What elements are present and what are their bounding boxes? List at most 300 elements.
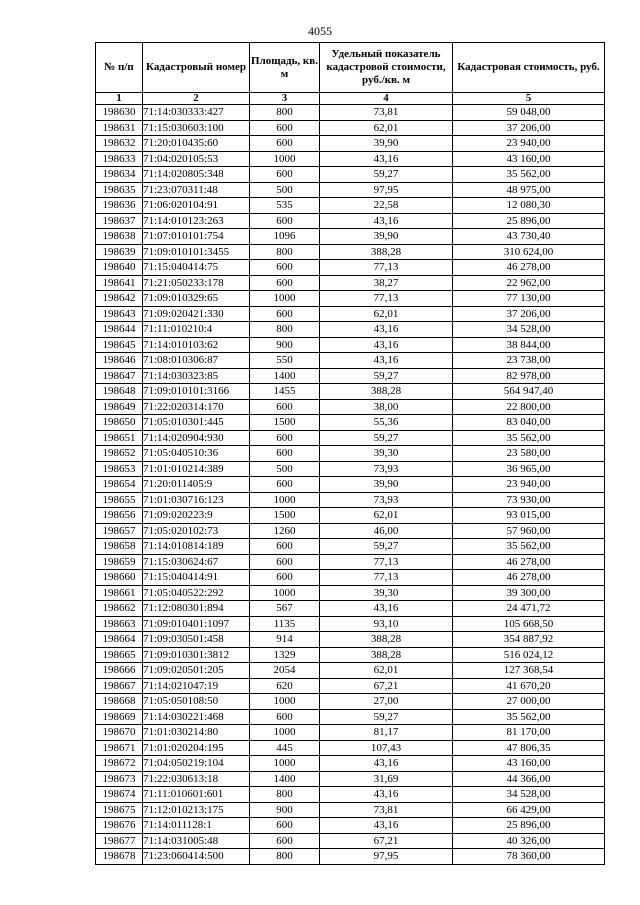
cadastral-number: 71:05:010301:445 (143, 415, 250, 431)
row-index: 198677 (96, 833, 143, 849)
unit-value: 43,16 (320, 756, 453, 772)
row-index: 198672 (96, 756, 143, 772)
cadastral-cost: 354 887,92 (453, 632, 605, 648)
table-row (96, 570, 605, 586)
table-row (96, 120, 605, 136)
row-index: 198630 (96, 105, 143, 121)
table-row (96, 802, 605, 818)
row-index: 198663 (96, 616, 143, 632)
table-row (96, 849, 605, 865)
unit-value: 38,00 (320, 399, 453, 415)
cadastral-cost: 35 562,00 (453, 430, 605, 446)
row-index: 198676 (96, 818, 143, 834)
cadastral-number: 71:14:030323:85 (143, 368, 250, 384)
table-row (96, 508, 605, 524)
table-row (96, 446, 605, 462)
unit-value: 59,27 (320, 368, 453, 384)
area: 620 (250, 678, 320, 694)
cadastral-number: 71:14:030221:468 (143, 709, 250, 725)
cadastral-cost: 44 366,00 (453, 771, 605, 787)
unit-value: 43,16 (320, 601, 453, 617)
unit-value: 46,00 (320, 523, 453, 539)
area: 500 (250, 182, 320, 198)
cadastral-cost: 38 844,00 (453, 337, 605, 353)
area: 1500 (250, 415, 320, 431)
unit-value: 73,93 (320, 461, 453, 477)
table-row (96, 709, 605, 725)
area: 1400 (250, 368, 320, 384)
header-index: № п/п (96, 43, 143, 93)
column-number: 3 (250, 93, 320, 105)
cadastral-number: 71:22:020314:170 (143, 399, 250, 415)
column-number: 1 (96, 93, 143, 105)
cadastral-number: 71:14:031005:48 (143, 833, 250, 849)
cadastral-cost: 310 624,00 (453, 244, 605, 260)
area: 600 (250, 709, 320, 725)
row-index: 198646 (96, 353, 143, 369)
row-index: 198635 (96, 182, 143, 198)
area: 535 (250, 198, 320, 214)
table-row (96, 523, 605, 539)
unit-value: 107,43 (320, 740, 453, 756)
row-index: 198641 (96, 275, 143, 291)
cadastral-number: 71:01:010214:389 (143, 461, 250, 477)
unit-value: 62,01 (320, 663, 453, 679)
row-index: 198665 (96, 647, 143, 663)
area: 1000 (250, 151, 320, 167)
table-row (96, 368, 605, 384)
unit-value: 55,36 (320, 415, 453, 431)
row-index: 198660 (96, 570, 143, 586)
cadastral-cost: 35 562,00 (453, 167, 605, 183)
area: 800 (250, 244, 320, 260)
cadastral-number: 71:07:010101:754 (143, 229, 250, 245)
table-row (96, 322, 605, 338)
table-row (96, 477, 605, 493)
table-row (96, 585, 605, 601)
cadastral-cost: 23 738,00 (453, 353, 605, 369)
area: 600 (250, 213, 320, 229)
cadastral-number: 71:12:080301:894 (143, 601, 250, 617)
unit-value: 38,27 (320, 275, 453, 291)
column-number: 4 (320, 93, 453, 105)
cadastral-number: 71:01:020204:195 (143, 740, 250, 756)
area: 914 (250, 632, 320, 648)
area: 1329 (250, 647, 320, 663)
area: 1000 (250, 725, 320, 741)
unit-value: 77,13 (320, 260, 453, 276)
table-row (96, 136, 605, 152)
unit-value: 73,81 (320, 105, 453, 121)
column-number: 2 (143, 93, 250, 105)
table-row (96, 554, 605, 570)
row-index: 198655 (96, 492, 143, 508)
unit-value: 43,16 (320, 353, 453, 369)
row-index: 198632 (96, 136, 143, 152)
unit-value: 388,28 (320, 384, 453, 400)
unit-value: 388,28 (320, 244, 453, 260)
cadastral-cost: 27 000,00 (453, 694, 605, 710)
cadastral-cost: 73 930,00 (453, 492, 605, 508)
row-index: 198633 (96, 151, 143, 167)
unit-value: 43,16 (320, 818, 453, 834)
cadastral-cost: 25 896,00 (453, 213, 605, 229)
table-row (96, 306, 605, 322)
header-area: Площадь, кв. м (250, 43, 320, 93)
cadastral-cost: 46 278,00 (453, 260, 605, 276)
cadastral-number: 71:09:020421:330 (143, 306, 250, 322)
table-row (96, 461, 605, 477)
table-row (96, 260, 605, 276)
row-index: 198645 (96, 337, 143, 353)
unit-value: 31,69 (320, 771, 453, 787)
area: 800 (250, 322, 320, 338)
cadastral-cost: 77 130,00 (453, 291, 605, 307)
cadastral-number: 71:01:030214:80 (143, 725, 250, 741)
area: 600 (250, 136, 320, 152)
unit-value: 77,13 (320, 291, 453, 307)
unit-value: 73,81 (320, 802, 453, 818)
cadastral-number: 71:14:010123:263 (143, 213, 250, 229)
cadastral-number: 71:21:050233:178 (143, 275, 250, 291)
area: 550 (250, 353, 320, 369)
area: 600 (250, 539, 320, 555)
table-row (96, 291, 605, 307)
row-index: 198666 (96, 663, 143, 679)
row-index: 198650 (96, 415, 143, 431)
table-row (96, 244, 605, 260)
cadastral-cost: 516 024,12 (453, 647, 605, 663)
row-index: 198667 (96, 678, 143, 694)
unit-value: 73,93 (320, 492, 453, 508)
area: 600 (250, 120, 320, 136)
table-body (96, 105, 605, 865)
area: 1455 (250, 384, 320, 400)
cadastral-number: 71:23:060414:500 (143, 849, 250, 865)
table-row (96, 105, 605, 121)
cadastral-number: 71:08:010306:87 (143, 353, 250, 369)
row-index: 198671 (96, 740, 143, 756)
unit-value: 388,28 (320, 632, 453, 648)
cadastral-cost: 23 580,00 (453, 446, 605, 462)
cadastral-cost: 22 962,00 (453, 275, 605, 291)
table-row (96, 337, 605, 353)
cadastral-number: 71:05:040522:292 (143, 585, 250, 601)
table-row (96, 399, 605, 415)
cadastral-table (95, 42, 605, 865)
table-row (96, 632, 605, 648)
cadastral-cost: 564 947,40 (453, 384, 605, 400)
row-index: 198653 (96, 461, 143, 477)
table-row (96, 384, 605, 400)
table-row (96, 678, 605, 694)
cadastral-number: 71:09:010401:1097 (143, 616, 250, 632)
cadastral-number: 71:15:040414:91 (143, 570, 250, 586)
unit-value: 59,27 (320, 539, 453, 555)
area: 600 (250, 477, 320, 493)
cadastral-number: 71:09:010101:3166 (143, 384, 250, 400)
row-index: 198664 (96, 632, 143, 648)
row-index: 198639 (96, 244, 143, 260)
cadastral-number: 71:11:010601:601 (143, 787, 250, 803)
cadastral-cost: 39 300,00 (453, 585, 605, 601)
row-index: 198643 (96, 306, 143, 322)
area: 800 (250, 105, 320, 121)
row-index: 198669 (96, 709, 143, 725)
row-index: 198656 (96, 508, 143, 524)
cadastral-number: 71:09:020501:205 (143, 663, 250, 679)
area: 600 (250, 570, 320, 586)
cadastral-cost: 57 960,00 (453, 523, 605, 539)
unit-value: 62,01 (320, 306, 453, 322)
cadastral-number: 71:11:010210:4 (143, 322, 250, 338)
row-index: 198670 (96, 725, 143, 741)
cadastral-number: 71:20:010435:60 (143, 136, 250, 152)
row-index: 198642 (96, 291, 143, 307)
area: 600 (250, 306, 320, 322)
unit-value: 39,30 (320, 446, 453, 462)
row-index: 198674 (96, 787, 143, 803)
row-index: 198659 (96, 554, 143, 570)
area: 1400 (250, 771, 320, 787)
unit-value: 77,13 (320, 554, 453, 570)
area: 600 (250, 275, 320, 291)
area: 1000 (250, 585, 320, 601)
header-cadastral-cost: Кадастровая стоимость, руб. (453, 43, 605, 93)
area: 1000 (250, 291, 320, 307)
cadastral-number: 71:14:021047:19 (143, 678, 250, 694)
cadastral-cost: 12 080,30 (453, 198, 605, 214)
cadastral-number: 71:09:030501:458 (143, 632, 250, 648)
cadastral-cost: 59 048,00 (453, 105, 605, 121)
area: 600 (250, 430, 320, 446)
cadastral-cost: 43 730,40 (453, 229, 605, 245)
cadastral-cost: 37 206,00 (453, 120, 605, 136)
cadastral-cost: 23 940,00 (453, 477, 605, 493)
table-row (96, 167, 605, 183)
cadastral-number: 71:09:010101:3455 (143, 244, 250, 260)
cadastral-cost: 78 360,00 (453, 849, 605, 865)
cadastral-number: 71:01:030716:123 (143, 492, 250, 508)
area: 1135 (250, 616, 320, 632)
table-row (96, 787, 605, 803)
area: 1500 (250, 508, 320, 524)
unit-value: 43,16 (320, 151, 453, 167)
unit-value: 22,58 (320, 198, 453, 214)
row-index: 198652 (96, 446, 143, 462)
area: 1260 (250, 523, 320, 539)
row-index: 198662 (96, 601, 143, 617)
unit-value: 43,16 (320, 787, 453, 803)
cadastral-cost: 41 670,20 (453, 678, 605, 694)
cadastral-number: 71:14:011128:1 (143, 818, 250, 834)
cadastral-number: 71:14:030333:427 (143, 105, 250, 121)
area: 1000 (250, 756, 320, 772)
unit-value: 39,90 (320, 136, 453, 152)
page-number: 4055 (308, 24, 332, 38)
row-index: 198649 (96, 399, 143, 415)
cadastral-number: 71:09:010329:65 (143, 291, 250, 307)
unit-value: 388,28 (320, 647, 453, 663)
unit-value: 43,16 (320, 213, 453, 229)
cadastral-cost: 25 896,00 (453, 818, 605, 834)
unit-value: 39,90 (320, 477, 453, 493)
table-row (96, 771, 605, 787)
unit-value: 67,21 (320, 678, 453, 694)
table-row (96, 818, 605, 834)
cadastral-cost: 66 429,00 (453, 802, 605, 818)
cadastral-cost: 127 368,54 (453, 663, 605, 679)
cadastral-number: 71:09:010301:3812 (143, 647, 250, 663)
area: 567 (250, 601, 320, 617)
area: 600 (250, 399, 320, 415)
table-row (96, 229, 605, 245)
table-row (96, 756, 605, 772)
cadastral-number: 71:15:040414:75 (143, 260, 250, 276)
cadastral-cost: 82 978,00 (453, 368, 605, 384)
cadastral-number: 71:23:070311:48 (143, 182, 250, 198)
unit-value: 67,21 (320, 833, 453, 849)
cadastral-number: 71:15:030603:100 (143, 120, 250, 136)
cadastral-cost: 43 160,00 (453, 151, 605, 167)
unit-value: 43,16 (320, 322, 453, 338)
row-index: 198638 (96, 229, 143, 245)
area: 600 (250, 833, 320, 849)
cadastral-number: 71:15:030624:67 (143, 554, 250, 570)
area: 1096 (250, 229, 320, 245)
table-row (96, 616, 605, 632)
cadastral-number: 71:05:020102:73 (143, 523, 250, 539)
unit-value: 77,13 (320, 570, 453, 586)
row-index: 198636 (96, 198, 143, 214)
row-index: 198631 (96, 120, 143, 136)
unit-value: 93,10 (320, 616, 453, 632)
row-index: 198678 (96, 849, 143, 865)
row-index: 198640 (96, 260, 143, 276)
cadastral-cost: 34 528,00 (453, 322, 605, 338)
column-number: 5 (453, 93, 605, 105)
table-row (96, 353, 605, 369)
area: 500 (250, 461, 320, 477)
cadastral-number: 71:22:030613:18 (143, 771, 250, 787)
cadastral-number: 71:05:040510:36 (143, 446, 250, 462)
row-index: 198654 (96, 477, 143, 493)
table-row (96, 647, 605, 663)
table-row (96, 740, 605, 756)
cadastral-number: 71:09:020223:9 (143, 508, 250, 524)
table-row (96, 601, 605, 617)
cadastral-number: 71:14:010103:62 (143, 337, 250, 353)
unit-value: 62,01 (320, 508, 453, 524)
unit-value: 59,27 (320, 167, 453, 183)
table-row (96, 415, 605, 431)
cadastral-cost: 37 206,00 (453, 306, 605, 322)
cadastral-number: 71:20:011405:9 (143, 477, 250, 493)
unit-value: 59,27 (320, 709, 453, 725)
row-index: 198648 (96, 384, 143, 400)
area: 600 (250, 554, 320, 570)
area: 600 (250, 260, 320, 276)
table-row (96, 151, 605, 167)
cadastral-cost: 36 965,00 (453, 461, 605, 477)
cadastral-number: 71:14:010814:189 (143, 539, 250, 555)
cadastral-number: 71:04:020105:53 (143, 151, 250, 167)
area: 600 (250, 446, 320, 462)
cadastral-number: 71:14:020805:348 (143, 167, 250, 183)
unit-value: 97,95 (320, 849, 453, 865)
header-row (96, 43, 605, 93)
cadastral-cost: 46 278,00 (453, 570, 605, 586)
area: 800 (250, 787, 320, 803)
table-row (96, 430, 605, 446)
cadastral-cost: 22 800,00 (453, 399, 605, 415)
cadastral-number: 71:05:050108:50 (143, 694, 250, 710)
unit-value: 62,01 (320, 120, 453, 136)
row-index: 198637 (96, 213, 143, 229)
area: 2054 (250, 663, 320, 679)
unit-value: 39,30 (320, 585, 453, 601)
row-index: 198661 (96, 585, 143, 601)
unit-value: 39,90 (320, 229, 453, 245)
table-row (96, 213, 605, 229)
header-cadastral-number: Кадастровый номер (143, 43, 250, 93)
row-index: 198651 (96, 430, 143, 446)
cadastral-cost: 105 668,50 (453, 616, 605, 632)
area: 900 (250, 337, 320, 353)
cadastral-cost: 35 562,00 (453, 709, 605, 725)
table-row (96, 663, 605, 679)
cadastral-cost: 46 278,00 (453, 554, 605, 570)
cadastral-number: 71:06:020104:91 (143, 198, 250, 214)
cadastral-cost: 81 170,00 (453, 725, 605, 741)
table-row (96, 275, 605, 291)
row-index: 198658 (96, 539, 143, 555)
unit-value: 43,16 (320, 337, 453, 353)
cadastral-cost: 23 940,00 (453, 136, 605, 152)
cadastral-cost: 93 015,00 (453, 508, 605, 524)
area: 800 (250, 849, 320, 865)
area: 445 (250, 740, 320, 756)
unit-value: 59,27 (320, 430, 453, 446)
row-index: 198675 (96, 802, 143, 818)
area: 1000 (250, 492, 320, 508)
header-unit-value: Удельный показатель кадастровой стоимости, руб./кв. м (320, 43, 453, 93)
table-row (96, 833, 605, 849)
cadastral-cost: 40 326,00 (453, 833, 605, 849)
table-row (96, 694, 605, 710)
row-index: 198657 (96, 523, 143, 539)
row-index: 198647 (96, 368, 143, 384)
cadastral-number: 71:04:050219:104 (143, 756, 250, 772)
row-index: 198634 (96, 167, 143, 183)
table-row (96, 182, 605, 198)
cadastral-cost: 24 471,72 (453, 601, 605, 617)
table-row (96, 198, 605, 214)
unit-value: 27,00 (320, 694, 453, 710)
cadastral-cost: 35 562,00 (453, 539, 605, 555)
unit-value: 97,95 (320, 182, 453, 198)
table-row (96, 539, 605, 555)
area: 900 (250, 802, 320, 818)
cadastral-cost: 48 975,00 (453, 182, 605, 198)
cadastral-cost: 34 528,00 (453, 787, 605, 803)
area: 600 (250, 818, 320, 834)
column-number-row (96, 93, 605, 105)
cadastral-cost: 83 040,00 (453, 415, 605, 431)
row-index: 198668 (96, 694, 143, 710)
table-row (96, 725, 605, 741)
unit-value: 81,17 (320, 725, 453, 741)
